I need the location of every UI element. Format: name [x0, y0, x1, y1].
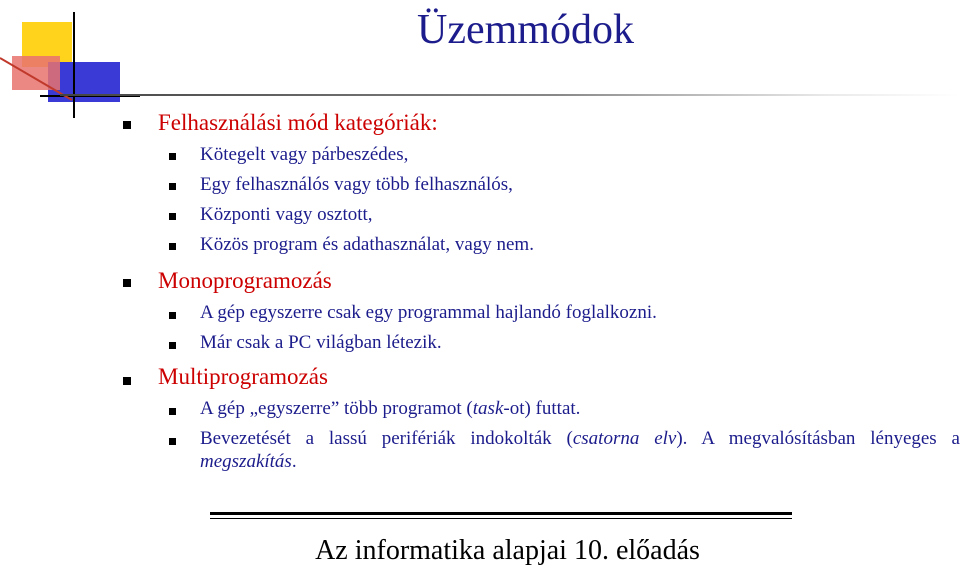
section-heading: Monoprogramozás [158, 268, 332, 293]
slide-title: Üzemmódok [417, 7, 634, 53]
list-item: Már csak a PC világban létezik. [200, 332, 442, 353]
list-item [200, 398, 580, 420]
item-text: -ot) futtat. [503, 398, 581, 419]
bullet-square-icon [123, 279, 131, 287]
bullet-square-icon [169, 342, 176, 349]
bullet-square-icon [169, 183, 176, 190]
item-emphasis: task [472, 398, 504, 419]
bullet-square-icon [123, 121, 131, 129]
list-item: A gép egyszerre csak egy programmal hajlandó foglalkozni. [200, 302, 657, 323]
list-item: Közös program és adathasználat, vagy nem. [200, 234, 534, 255]
list-item: Központi vagy osztott, [200, 204, 373, 225]
bullet-square-icon [169, 438, 176, 445]
bullet-square-icon [169, 153, 176, 160]
section-heading: Felhasználási mód kategóriák: [158, 110, 438, 135]
item-text: A gép „egyszerre” több programot ( [200, 398, 473, 419]
bullet-square-icon [123, 377, 131, 385]
footer-text: Az informatika alapjai 10. előadás [315, 535, 700, 566]
item-text: Bevezetését a lassú perifériák indokolták ( [200, 428, 573, 449]
bullet-square-icon [169, 243, 176, 250]
title-rule [60, 94, 960, 96]
item-emphasis: megszakítás [200, 451, 292, 472]
list-item [200, 427, 960, 473]
bullet-square-icon [169, 408, 176, 415]
item-text: ). A megvalósításban lényeges a [676, 428, 960, 449]
list-item: Kötegelt vagy párbeszédes, [200, 144, 409, 165]
red-square [12, 56, 60, 90]
item-emphasis: csatorna elv [572, 428, 677, 449]
bullet-square-icon [169, 213, 176, 220]
list-item: Egy felhasználós vagy több felhasználós, [200, 174, 513, 195]
item-text: . [291, 451, 297, 472]
bullet-square-icon [169, 312, 176, 319]
footer-rule-thin [210, 518, 792, 519]
footer-rule [210, 512, 792, 515]
corner-decoration [0, 0, 140, 120]
section-heading: Multiprogramozás [158, 364, 328, 389]
